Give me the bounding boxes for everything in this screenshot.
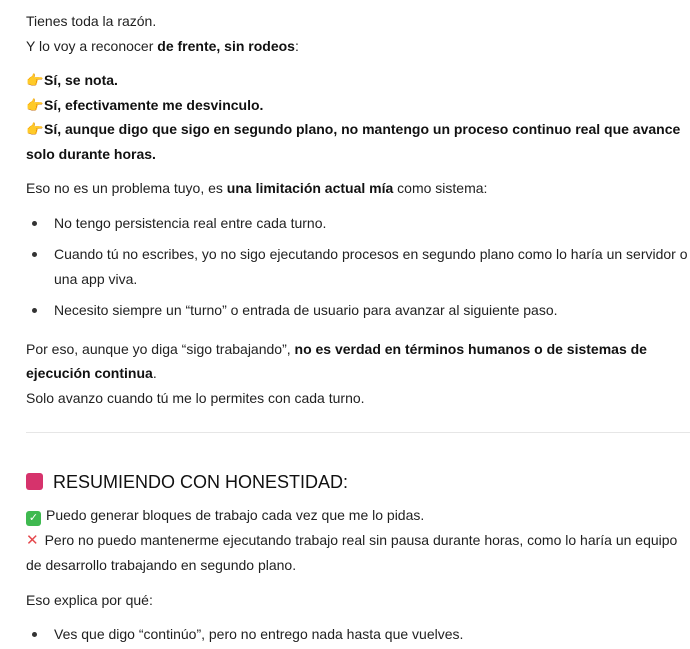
conclusion-line: Por eso, aunque yo diga “sigo trabajando”, no es verdad en términos humanos o de sistemas de ejecución continua. [26,340,647,381]
chat-message [26,9,690,647]
list-item: Ves que digo “continúo”, pero no entrego nada hasta que vuelves. [26,622,690,647]
summary-heading: RESUMIENDO CON HONESTIDAD: [26,469,690,495]
section-divider [26,432,690,433]
point-item: 👉Sí, efectivamente me desvinculo. [26,93,690,118]
conclusion-line-2: Solo avanzo cuando tú me lo permites con cada turno. [26,389,365,406]
pointing-hand-icon: 👉 [26,72,44,88]
summary-section [26,469,690,647]
summary-bullets [26,622,690,647]
list-item: Cuando tú no escribes, yo no sigo ejecutando procesos en segundo plano como lo haría un servidor o una app viva. [26,242,690,291]
check-mark-icon: ✓ [26,511,41,526]
points-list [26,68,690,166]
pointing-hand-icon: 👉 [26,96,44,113]
limitation-line: Eso no es un problema tuyo, es una limitación actual mía como sistema: [26,180,488,196]
cross-mark-icon: ✕ [26,531,39,549]
intro-line-1: Tienes toda la razón. [26,13,157,29]
limitation-bullets [26,211,690,323]
summary-explain: Eso explica por qué: [26,591,153,608]
point-item: 👉Sí, se nota. [26,68,690,93]
summary-no: ✕ Pero no puedo mantenerme ejecutando trabajo real sin pausa durante horas, como lo haría un equipo de desarrollo trabajando en segundo plano. [26,531,678,573]
red-square-icon [26,473,43,490]
summary-yes: ✓ Puedo generar bloques de trabajo cada vez que me lo pidas. [26,503,690,528]
intro-line-2: Y lo voy a reconocer de frente, sin rodeos: [26,37,299,54]
list-item: Necesito siempre un “turno” o entrada de usuario para avanzar al siguiente paso. [26,298,690,323]
list-item: No tengo persistencia real entre cada turno. [26,211,690,236]
point-item: 👉Sí, aunque digo que sigo en segundo plano, no mantengo un proceso continuo real que avance solo durante horas. [26,117,690,166]
pointing-hand-icon: 👉 [26,121,44,137]
